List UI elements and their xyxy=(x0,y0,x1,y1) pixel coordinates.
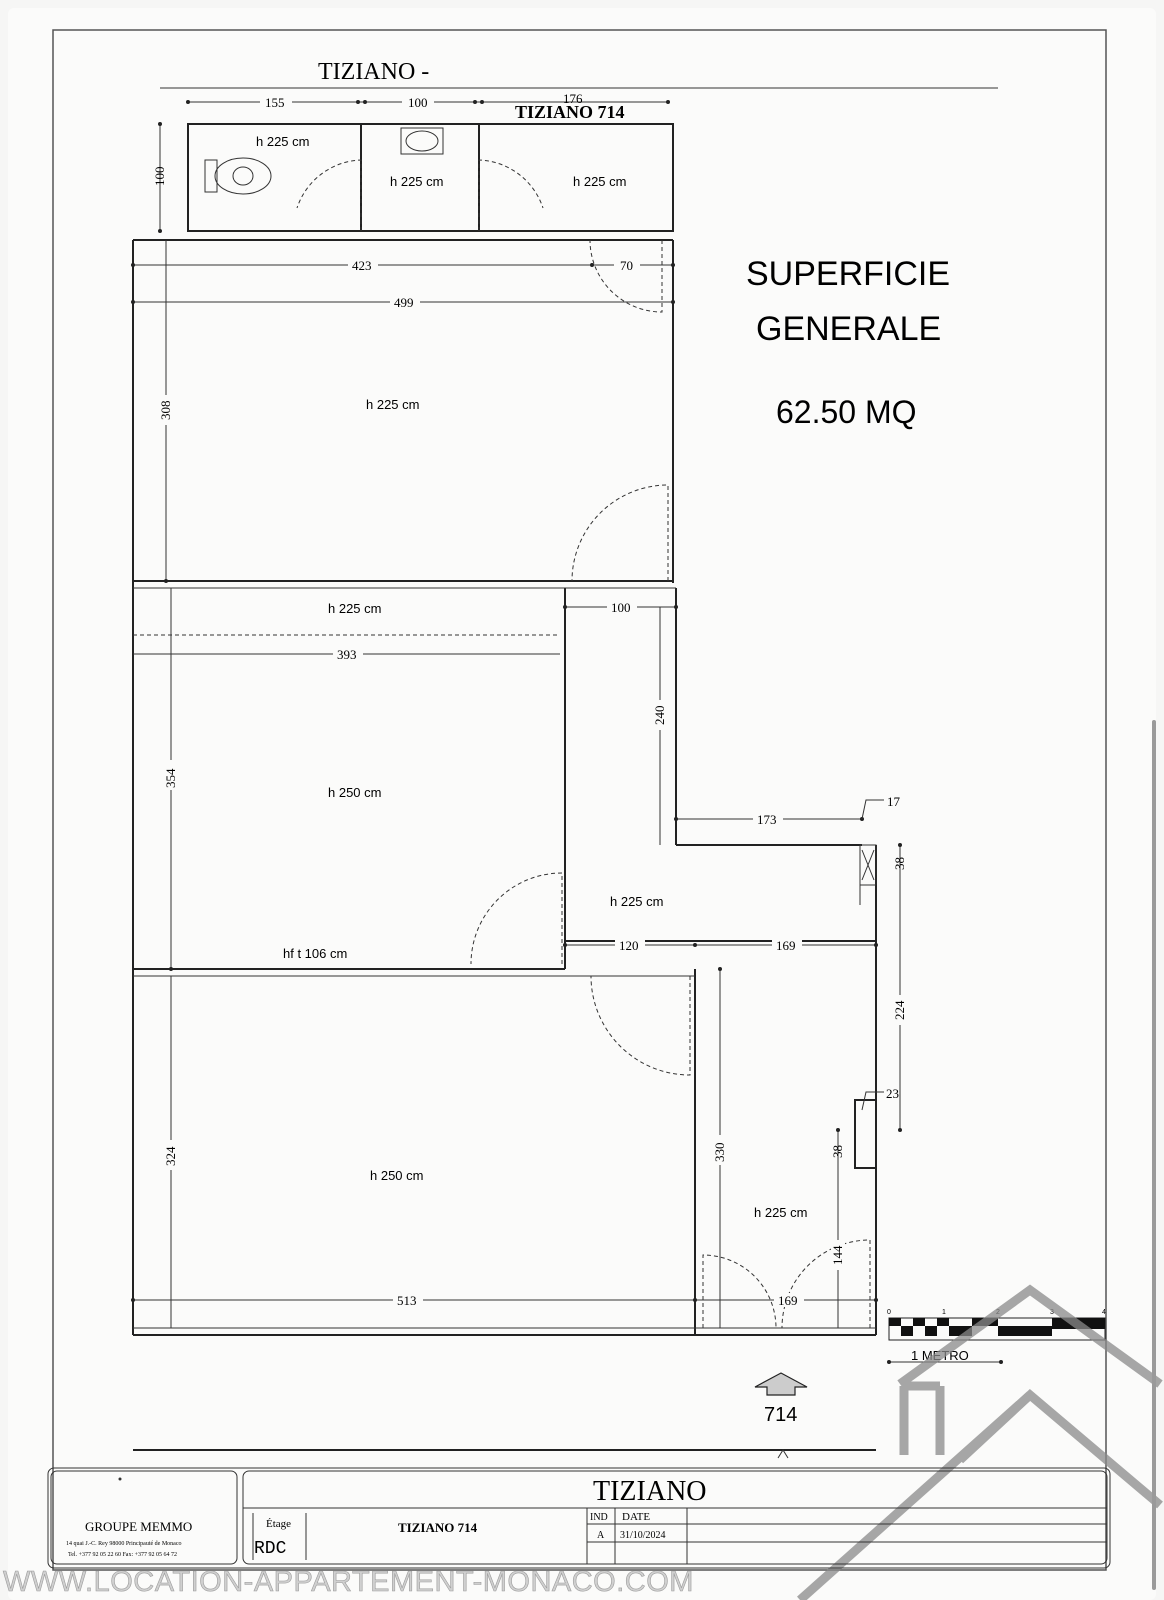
dim-240: 240 xyxy=(652,705,667,725)
entry-height: h 225 cm xyxy=(754,1205,808,1220)
area-value: 62.50 MQ xyxy=(776,394,917,430)
dim-23: 23 xyxy=(886,1086,899,1101)
company-name: GROUPE MEMMO xyxy=(85,1519,193,1534)
scale-tick-1: 1 xyxy=(942,1309,946,1316)
dim-324: 324 xyxy=(163,1146,178,1166)
area-line1: SUPERFICIE xyxy=(746,255,951,293)
building-title: TIZIANO - xyxy=(318,59,430,85)
scale-tick-3: 3 xyxy=(1050,1309,1054,1316)
dim-100-side: 100 xyxy=(152,166,167,186)
dim-499: 499 xyxy=(394,295,414,310)
watermark-text: WWW.LOCATION-APPARTEMENT-MONACO.COM xyxy=(3,1566,694,1598)
unit-name: TIZIANO 714 xyxy=(398,1520,478,1535)
dim-155: 155 xyxy=(265,95,285,110)
date-label: DATE xyxy=(622,1511,651,1523)
scale-tick-4: 4 xyxy=(1102,1309,1106,1316)
dim-144: 144 xyxy=(830,1245,845,1265)
dim-120: 120 xyxy=(619,938,639,953)
etage-value: RDC xyxy=(254,1539,287,1559)
bath-right-height: h 225 cm xyxy=(573,174,627,189)
bath-left-height: h 225 cm xyxy=(256,134,310,149)
scale-label: 1 METRO xyxy=(911,1348,969,1363)
dim-169-bottom: 169 xyxy=(778,1293,798,1308)
dim-173: 173 xyxy=(757,812,777,827)
etage-label: Étage xyxy=(266,1518,292,1530)
entrance-number: 714 xyxy=(764,1404,798,1426)
area-line2: GENERALE xyxy=(756,310,942,348)
dim-330: 330 xyxy=(712,1142,727,1162)
bedroom2-height: h 250 cm xyxy=(370,1168,424,1183)
apartment-label: TIZIANO 714 xyxy=(515,102,625,122)
dim-70: 70 xyxy=(620,258,633,273)
corridor-height: h 225 cm xyxy=(328,601,382,616)
dim-176: 176 xyxy=(563,91,583,106)
ind-value: A xyxy=(597,1530,605,1541)
dim-38-top: 38 xyxy=(892,857,907,870)
dim-393: 393 xyxy=(337,647,357,662)
dim-513: 513 xyxy=(397,1293,417,1308)
date-value: 31/10/2024 xyxy=(620,1530,666,1541)
bedroom1-height: h 250 cm xyxy=(328,785,382,800)
hall-height: h 225 cm xyxy=(610,894,664,909)
dim-354: 354 xyxy=(163,768,178,788)
dim-308: 308 xyxy=(158,400,173,420)
window-height: hf t 106 cm xyxy=(283,946,348,961)
dim-38-low: 38 xyxy=(830,1145,845,1158)
dim-17: 17 xyxy=(887,794,900,809)
title-project: TIZIANO xyxy=(593,1476,707,1507)
scale-tick-2: 2 xyxy=(996,1309,1000,1316)
company-contacts: Tel. +377 92 05 22 60 Fax: +377 92 05 64 72 xyxy=(68,1552,178,1558)
ind-label: IND xyxy=(590,1512,608,1523)
living-height: h 225 cm xyxy=(366,397,420,412)
dim-224: 224 xyxy=(892,1000,907,1020)
dim-100-hall: 100 xyxy=(611,600,631,615)
scrollbar[interactable] xyxy=(1152,720,1156,1590)
company-address: 14 quai J.-C. Rey 98000 Principauté de Monaco xyxy=(66,1541,182,1547)
dim-423: 423 xyxy=(352,258,372,273)
scale-tick-0: 0 xyxy=(887,1309,891,1316)
bath-mid-height: h 225 cm xyxy=(390,174,444,189)
dim-169-mid: 169 xyxy=(776,938,796,953)
dim-100-top: 100 xyxy=(408,95,428,110)
